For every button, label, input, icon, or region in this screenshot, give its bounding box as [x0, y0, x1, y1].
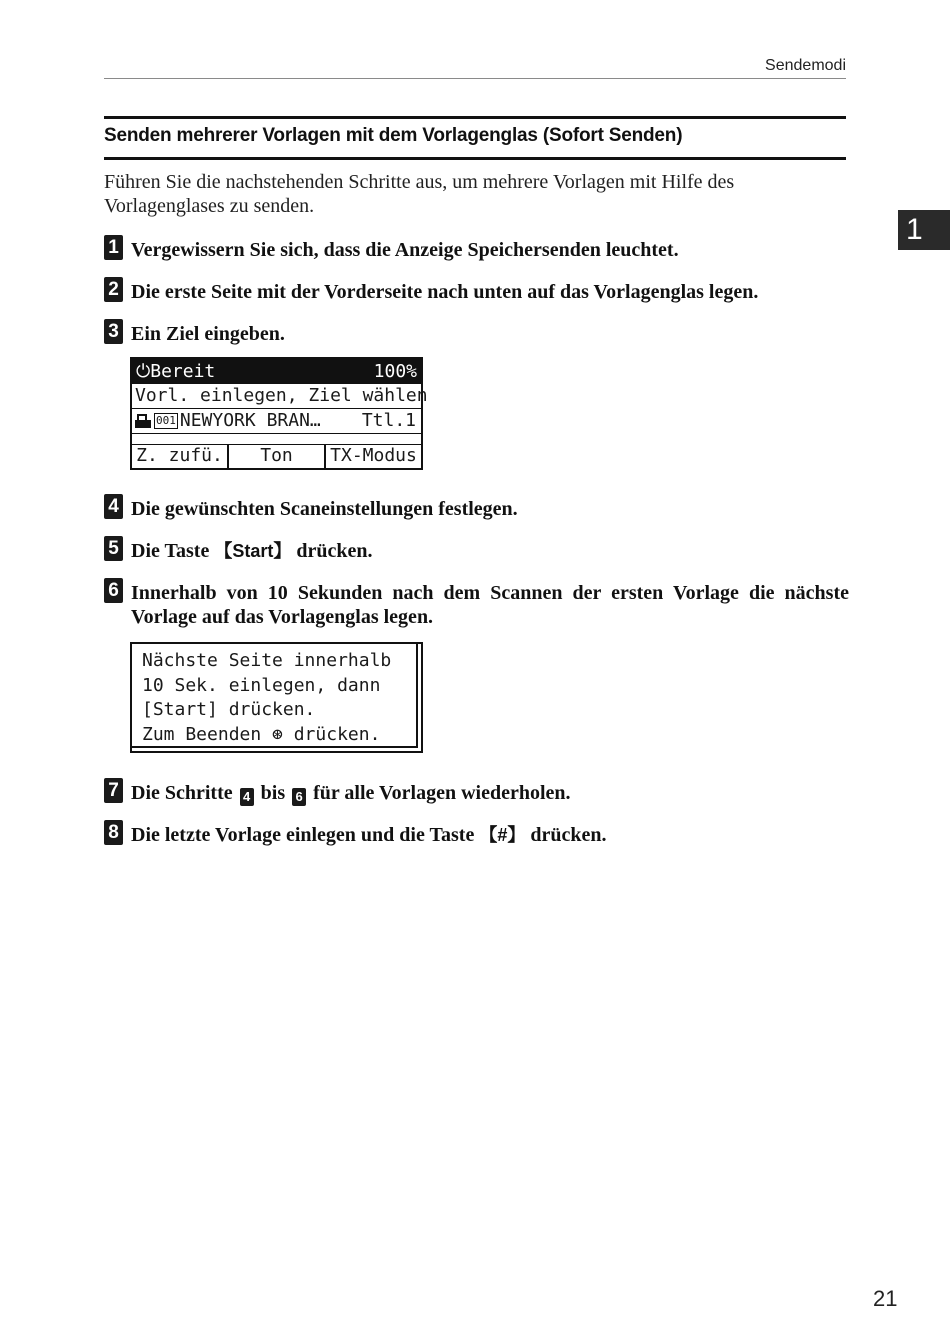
tx-mode-button[interactable]: TX-Modus [324, 444, 421, 468]
step-3 [104, 322, 849, 346]
step-reference-badge: 6 [292, 788, 306, 806]
step-number-badge: 6 [104, 578, 123, 603]
header-rule [104, 78, 846, 79]
step-number-badge: 8 [104, 820, 123, 845]
section-title-rule-bottom [104, 157, 846, 160]
display-spacer [132, 429, 421, 444]
destination-total: Ttl.1 [361, 410, 416, 431]
display-line: 10 Sek. einlegen, dann [142, 674, 381, 696]
add-destination-button[interactable]: Z. zufü. [132, 444, 227, 468]
step-number-badge: 2 [104, 277, 123, 302]
start-key-label: 【Start】 [214, 541, 292, 561]
display-soft-keys [132, 444, 421, 468]
step-text: Vergewissern Sie sich, dass die Anzeige Speichersenden leuchtet. [131, 239, 679, 261]
step-reference-badge: 4 [240, 788, 254, 806]
step-number-badge: 3 [104, 319, 123, 344]
display-status-bar [132, 359, 421, 384]
step-number-badge: 7 [104, 778, 123, 803]
display-status [136, 361, 215, 382]
step-4 [104, 497, 849, 521]
memory-indicator: 100% [373, 361, 417, 382]
step-number-badge: 1 [104, 235, 123, 260]
step-number-badge: 5 [104, 536, 123, 561]
hash-key-label: 【#】 [479, 825, 526, 845]
display-ready-screen [130, 357, 428, 470]
step-text [104, 539, 849, 563]
step-2 [104, 280, 849, 304]
step-text-part: Die Schritte [131, 782, 238, 804]
display-line: [Start] drücken. [142, 699, 316, 720]
status-text: Bereit [150, 361, 216, 382]
step-text-part: drücken. [291, 540, 373, 562]
power-icon: ⏻ [136, 361, 151, 382]
step-6 [104, 581, 849, 629]
step-text: Ein Ziel eingeben. [131, 323, 285, 345]
step-text: Innerhalb von 10 Sekunden nach dem Scannen der ersten Vorlage die nächste Vorlage auf das Vorlagenglas legen. [131, 582, 849, 628]
display-line: Zum Beenden ⊛ drücken. [142, 723, 381, 745]
section-title-rule-top [104, 116, 846, 119]
step-text-part: Die Taste [131, 540, 215, 562]
section-title: Senden mehrerer Vorlagen mit dem Vorlagenglas (Sofort Senden) [104, 125, 683, 146]
step-8 [104, 823, 849, 847]
destination-name: NEWYORK BRAN… [179, 410, 321, 431]
fax-icon [135, 414, 151, 428]
intro-paragraph: Führen Sie die nachstehenden Schritte aus, um mehrere Vorlagen mit Hilfe des Vorlagenglases zu senden. [104, 171, 735, 217]
step-5 [104, 539, 849, 563]
step-text-part: bis [255, 782, 291, 804]
step-7 [104, 781, 849, 806]
step-text-part: Die letzte Vorlage einlegen und die Taste [131, 824, 480, 846]
step-number-badge: 4 [104, 494, 123, 519]
display-message: Vorl. einlegen, Ziel wählen [132, 384, 421, 409]
step-text [104, 823, 849, 847]
memory-number: 001 [156, 414, 176, 427]
step-text [104, 781, 849, 806]
display-next-page-screen [130, 642, 423, 753]
running-header: Sendemodi [765, 57, 846, 74]
page-number: 21 [873, 1286, 898, 1311]
tone-button[interactable]: Ton [227, 444, 324, 468]
step-1 [104, 238, 849, 262]
step-text: Die erste Seite mit der Vorderseite nach unten auf das Vorlagenglas legen. [131, 281, 759, 303]
chapter-tab: 1 [898, 210, 950, 250]
display-line: Nächste Seite innerhalb [142, 650, 392, 671]
step-text-part: für alle Vorlagen wiederholen. [308, 782, 571, 804]
step-text: Die gewünschten Scaneinstellungen festlegen. [131, 498, 518, 520]
step-text-part: drücken. [525, 824, 607, 846]
